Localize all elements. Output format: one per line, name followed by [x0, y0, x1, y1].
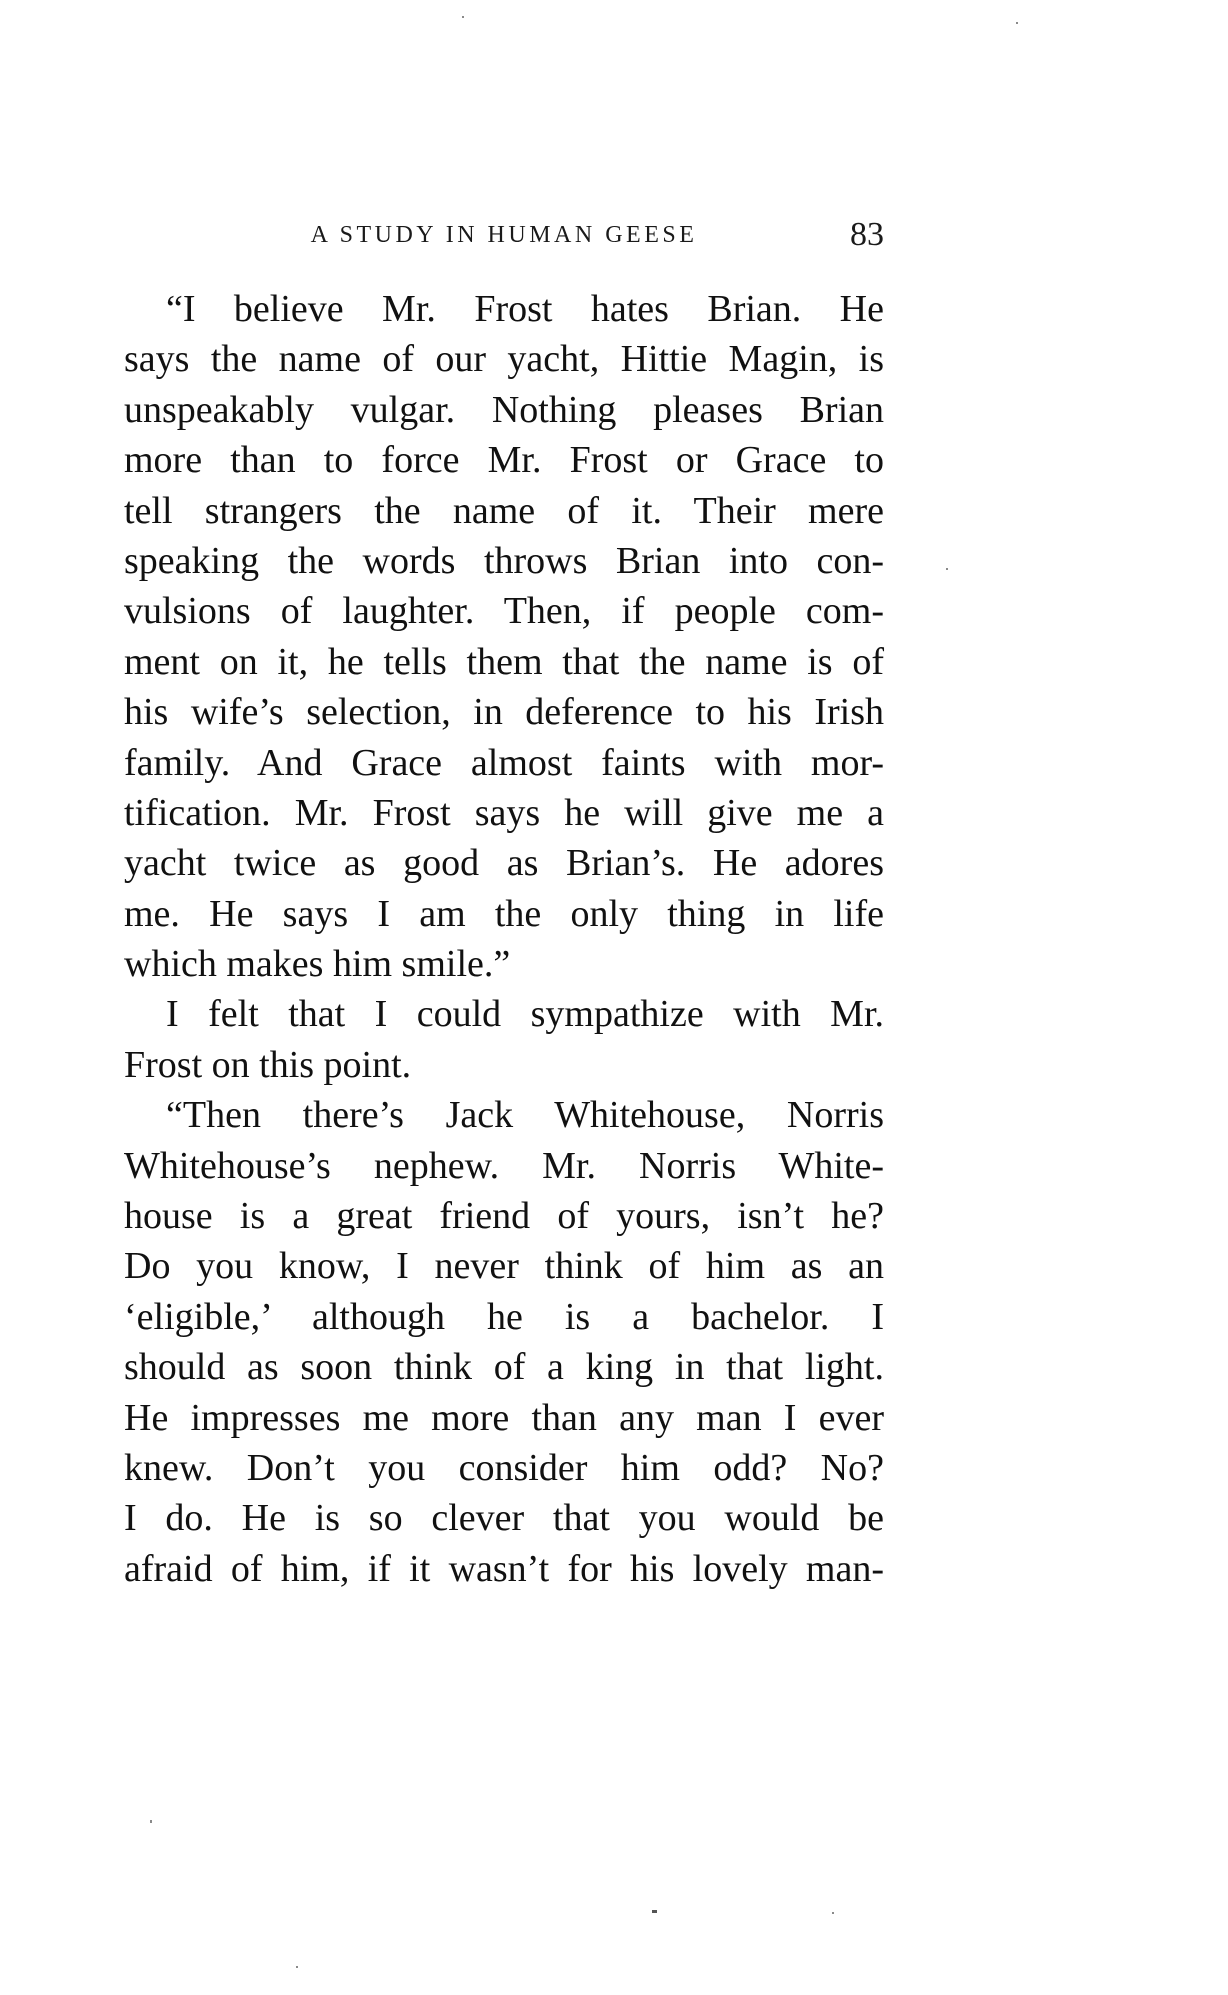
text-line: tell strangers the name of it. Their mere	[124, 489, 884, 532]
text-line: “Then there’s Jack Whitehouse, Norris	[166, 1094, 884, 1137]
text-line: He impresses me more than any man I ever	[124, 1396, 884, 1439]
paper-speck	[462, 16, 464, 18]
paper-speck	[150, 1820, 152, 1823]
text-line: vulsions of laughter. Then, if people com-	[124, 590, 884, 633]
text-line: speaking the words throws Brian into con-	[124, 539, 884, 582]
text-line: ‘eligible,’ although he is a bachelor. I	[124, 1295, 884, 1338]
running-title: A STUDY IN HUMAN GEESE	[310, 222, 698, 248]
text-line: more than to force Mr. Frost or Grace to	[124, 439, 884, 482]
text-line: house is a great friend of yours, isn’t he?	[124, 1195, 884, 1238]
text-line: which makes him smile.”	[124, 943, 511, 986]
text-line: me. He says I am the only thing in life	[124, 892, 884, 935]
paper-speck	[832, 1912, 834, 1914]
page-number: 83	[850, 216, 884, 253]
paper-speck	[946, 568, 948, 570]
text-line: knew. Don’t you consider him odd? No?	[124, 1446, 884, 1489]
paper-speck	[296, 1966, 298, 1968]
text-line: yacht twice as good as Brian’s. He adores	[124, 842, 884, 885]
text-line: his wife’s selection, in deference to his Irish	[124, 691, 884, 734]
text-line: “I believe Mr. Frost hates Brian. He	[166, 288, 884, 330]
text-line: says the name of our yacht, Hittie Magin, is	[124, 338, 884, 381]
text-line: Whitehouse’s nephew. Mr. Norris White-	[124, 1144, 884, 1187]
text-line: should as soon think of a king in that light.	[124, 1346, 884, 1389]
paper-speck	[652, 1910, 657, 1913]
text-line: Do you know, I never think of him as an	[124, 1245, 884, 1288]
paper-speck	[1016, 22, 1018, 24]
text-line: afraid of him, if it wasn’t for his lovely man-	[124, 1547, 884, 1590]
text-line: ment on it, he tells them that the name is of	[124, 640, 884, 683]
text-line: Frost on this point.	[124, 1043, 412, 1086]
running-head	[124, 216, 884, 262]
text-line: family. And Grace almost faints with mor-	[124, 741, 884, 784]
text-line: unspeakably vulgar. Nothing pleases Brian	[124, 388, 884, 431]
text-line: tification. Mr. Frost says he will give me a	[124, 791, 884, 834]
text-line: I felt that I could sympathize with Mr.	[166, 993, 884, 1036]
body-text	[124, 284, 884, 1594]
text-line: I do. He is so clever that you would be	[124, 1497, 884, 1540]
